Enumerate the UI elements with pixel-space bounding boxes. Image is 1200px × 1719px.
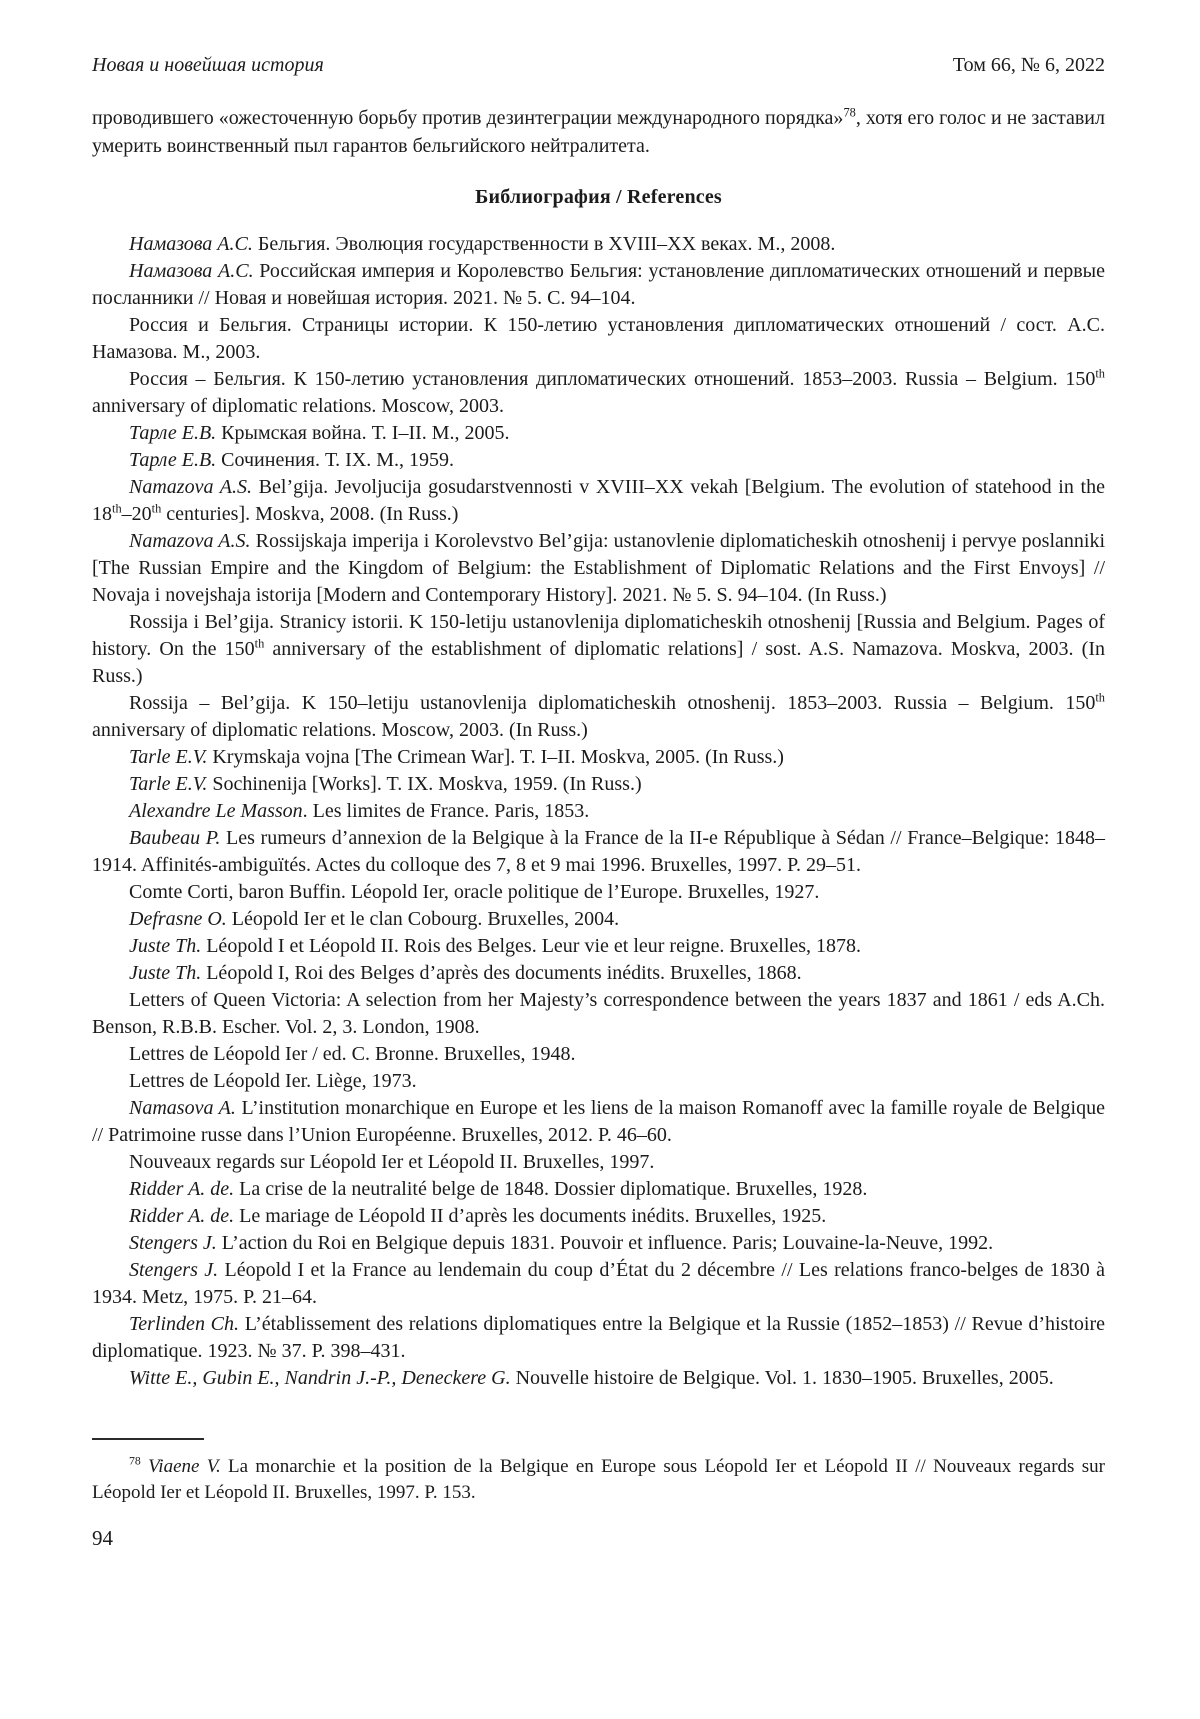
author-name: Namazova A.S.: [129, 530, 251, 552]
bibliography-entry: [92, 420, 1105, 447]
author-name: Stengers J.: [129, 1259, 219, 1281]
text-run: Бельгия. Эволюция государственности в XVIII–XX веках. М., 2008.: [252, 233, 836, 255]
text-run: Letters of Queen Victoria: A selection from her Majesty’s correspondence between the years 1837 and 1861 / eds A.Ch. Benson, R.B.B. Escher. Vol. 2, 3. London, 1908.: [92, 989, 1105, 1038]
bibliography-entry: [92, 744, 1105, 771]
author-name: Viaene V.: [148, 1456, 221, 1477]
author-name: Namazova A.S.: [129, 476, 252, 498]
bibliography-entry: [92, 1041, 1105, 1068]
bibliography-entry: [92, 474, 1105, 528]
author-name: Alexandre Le Masson: [129, 800, 303, 822]
journal-title: Новая и новейшая история: [92, 54, 324, 76]
author-name: Намазова А.С.: [129, 260, 254, 282]
bibliography-entry: [92, 609, 1105, 690]
bibliography-entry: [92, 798, 1105, 825]
text-run: [141, 1456, 148, 1477]
issue-info: Том 66, № 6, 2022: [952, 54, 1105, 76]
superscript: 78: [843, 105, 856, 120]
text-run: Крымская война. Т. I–II. М., 2005.: [216, 422, 510, 444]
bibliography-entry: [92, 1365, 1105, 1392]
author-name: Namasova A.: [129, 1097, 236, 1119]
author-name: Witte E., Gubin E., Nandrin J.-P., Deneckere G.: [129, 1367, 511, 1389]
text-run: Léopold I et la France au lendemain du coup d’État du 2 décembre // Les relations franco-belges de 1830 à 1934. Metz, 1975. P. 21–64.: [92, 1259, 1105, 1308]
author-name: Ridder A. de.: [129, 1205, 235, 1227]
text-run: Nouvelle histoire de Belgique. Vol. 1. 1830–1905. Bruxelles, 2005.: [510, 1367, 1054, 1389]
author-name: Tarle E.V.: [129, 746, 208, 768]
author-name: Juste Th.: [129, 962, 202, 984]
bibliography-entry: [92, 528, 1105, 609]
bibliography-entry: [92, 933, 1105, 960]
bibliography-entry: [92, 825, 1105, 879]
bibliography-entry: [92, 987, 1105, 1041]
author-name: Stengers J.: [129, 1232, 217, 1254]
bibliography-entry: [92, 771, 1105, 798]
bibliography-entry: [92, 1257, 1105, 1311]
section-title: Библиография / References: [475, 186, 722, 208]
text-run: проводившего «ожесточенную борьбу против дезинтеграции международного порядка»: [92, 107, 844, 129]
superscript: th: [112, 501, 122, 516]
bibliography-entry: [92, 1230, 1105, 1257]
text-run: Sochinenija [Works]. T. IX. Moskva, 1959. (In Russ.): [207, 773, 642, 795]
text-run: Российская империя и Королевство Бельгия: установление дипломатических отношений и первые посланники // Новая и новейшая история. 2021. № 5. С. 94–104.: [92, 260, 1105, 309]
author-name: Juste Th.: [129, 935, 202, 957]
bibliography-entry: [92, 366, 1105, 420]
bibliography-entry: [92, 231, 1105, 258]
bibliography-entry: [92, 690, 1105, 744]
text-run: anniversary of diplomatic relations. Moscow, 2003.: [92, 395, 504, 417]
text-run: Bel’gija. Jevoljucija gosudarstvennosti v XVIII–XX vekah [Belgium. The evolution of statehood in the 18: [92, 476, 1105, 525]
text-run: . Les limites de France. Paris, 1853.: [302, 800, 590, 822]
text-run: Россия и Бельгия. Страницы истории. К 150-летию установления дипломатических отношений / сост. А.С. Намазова. М., 2003.: [92, 314, 1105, 363]
bibliography-list: [92, 231, 1105, 1392]
text-run: centuries]. Moskva, 2008. (In Russ.): [161, 503, 459, 525]
author-name: Terlinden Ch.: [129, 1313, 240, 1335]
text-run: , хотя его голос и не заставил умерить воинственный пыл гарантов бельгийского нейтралитета.: [92, 107, 1105, 157]
bibliography-entry: [92, 1095, 1105, 1149]
text-run: anniversary of diplomatic relations. Moscow, 2003. (In Russ.): [92, 719, 588, 741]
bibliography-entry: [92, 447, 1105, 474]
bibliography-entry: [92, 1311, 1105, 1365]
footnote-rule: [92, 1438, 204, 1440]
page-number: 94: [92, 1526, 113, 1550]
bibliography-entry: [92, 258, 1105, 312]
text-run: Lettres de Léopold Ier / ed. C. Bronne. Bruxelles, 1948.: [129, 1043, 576, 1065]
text-run: Сочинения. Т. IX. М., 1959.: [216, 449, 455, 471]
bibliography-entry: [92, 1203, 1105, 1230]
bibliography-entry: [92, 1149, 1105, 1176]
bibliography-entry: [92, 960, 1105, 987]
author-name: Намазова А.С.: [129, 233, 253, 255]
superscript: th: [151, 501, 162, 516]
text-run: Rossija i Bel’gija. Stranicy istorii. K 150-letiju ustanovlenija diplomaticheskih otnoshenij [Russia and Belgium. Pages of history. On the 150: [92, 611, 1105, 660]
author-name: Tarle E.V.: [129, 773, 208, 795]
running-head: [92, 52, 1105, 78]
text-run: anniversary of the establishment of diplomatic relations] / sost. A.S. Namazova. Moskva, 2003. (In Russ.): [92, 638, 1105, 687]
text-run: Léopold Ier et le clan Cobourg. Bruxelles, 2004.: [226, 908, 620, 930]
bibliography-entry: [92, 1176, 1105, 1203]
author-name: Defrasne O.: [129, 908, 227, 930]
text-run: Nouveaux regards sur Léopold Ier et Léopold II. Bruxelles, 1997.: [129, 1151, 655, 1173]
text-run: L’action du Roi en Belgique depuis 1831. Pouvoir et influence. Paris; Louvaine-la-Neuve, 1992.: [216, 1232, 994, 1254]
text-run: Rossijskaja imperija i Korolevstvo Bel’gija: ustanovlenie diplomaticheskih otnoshenij i pervye poslanniki [The Russian Empire and the Kingdom of Belgium: the Establishment of Diplomatic Relations and the First Envoys] // Novaja i novejshaja istorija [Modern and Contemporary History]. 2021. № 5. S. 94–104. (In Russ.): [92, 530, 1105, 606]
author-name: Ridder A. de.: [129, 1178, 235, 1200]
text-run: Les rumeurs d’annexion de la Belgique à la France de la II-e République à Sédan // France–Belgique: 1848–1914. Affinités-ambiguïtés. Actes du colloque des 7, 8 et 9 mai 1996. Bruxelles, 1997. P. 29–51.: [92, 827, 1106, 876]
text-run: Le mariage de Léopold II d’après les documents inédits. Bruxelles, 1925.: [234, 1205, 827, 1227]
text-run: L’institution monarchique en Europe et les liens de la maison Romanoff avec la famille royale de Belgique // Patrimoine russe dans l’Union Européenne. Bruxelles, 2012. P. 46–60.: [92, 1097, 1105, 1146]
bibliography-entry: [92, 1068, 1105, 1095]
superscript: th: [1095, 690, 1105, 705]
text-run: Россия – Бельгия. К 150-летию установления дипломатических отношений. 1853–2003. Russia – Belgium. 150: [129, 368, 1096, 390]
footnote-block: [92, 1438, 1105, 1506]
text-run: –20: [121, 503, 152, 525]
superscript: th: [254, 636, 265, 651]
superscript: th: [1095, 366, 1105, 381]
text-run: L’établissement des relations diplomatiques entre la Belgique et la Russie (1852–1853) // Revue d’histoire diplomatique. 1923. № 37. P. 398–431.: [92, 1313, 1105, 1362]
bibliography-entry: [92, 879, 1105, 906]
text-run: Léopold I et Léopold II. Rois des Belges. Leur vie et leur reigne. Bruxelles, 1878.: [201, 935, 862, 957]
text-run: Lettres de Léopold Ier. Liège, 1973.: [129, 1070, 417, 1092]
text-run: La crise de la neutralité belge de 1848. Dossier diplomatique. Bruxelles, 1928.: [234, 1178, 868, 1200]
text-run: Comte Corti, baron Buffin. Léopold Ier, oracle politique de l’Europe. Bruxelles, 1927.: [129, 881, 820, 903]
author-name: Тарле Е.В.: [129, 422, 217, 444]
bibliography-entry: [92, 906, 1105, 933]
text-run: Rossija – Bel’gija. K 150–letiju ustanovlenija diplomaticheskih otnoshenij. 1853–2003. Russia – Belgium. 150: [129, 692, 1096, 714]
author-name: Baubeau P.: [129, 827, 221, 849]
bibliography-entry: [92, 312, 1105, 366]
body-paragraph: [92, 104, 1105, 160]
text-run: La monarchie et la position de la Belgique en Europe sous Léopold Ier et Léopold II // Nouveaux regards sur Léopold Ier et Léopold II. Bruxelles, 1997. P. 153.: [92, 1456, 1106, 1503]
footnote: [92, 1454, 1105, 1506]
text-run: Léopold I, Roi des Belges d’après des documents inédits. Bruxelles, 1868.: [201, 962, 802, 984]
superscript: 78: [129, 1454, 141, 1468]
author-name: Тарле Е.В.: [129, 449, 217, 471]
text-run: Krymskaja vojna [The Crimean War]. T. I–II. Moskva, 2005. (In Russ.): [207, 746, 784, 768]
